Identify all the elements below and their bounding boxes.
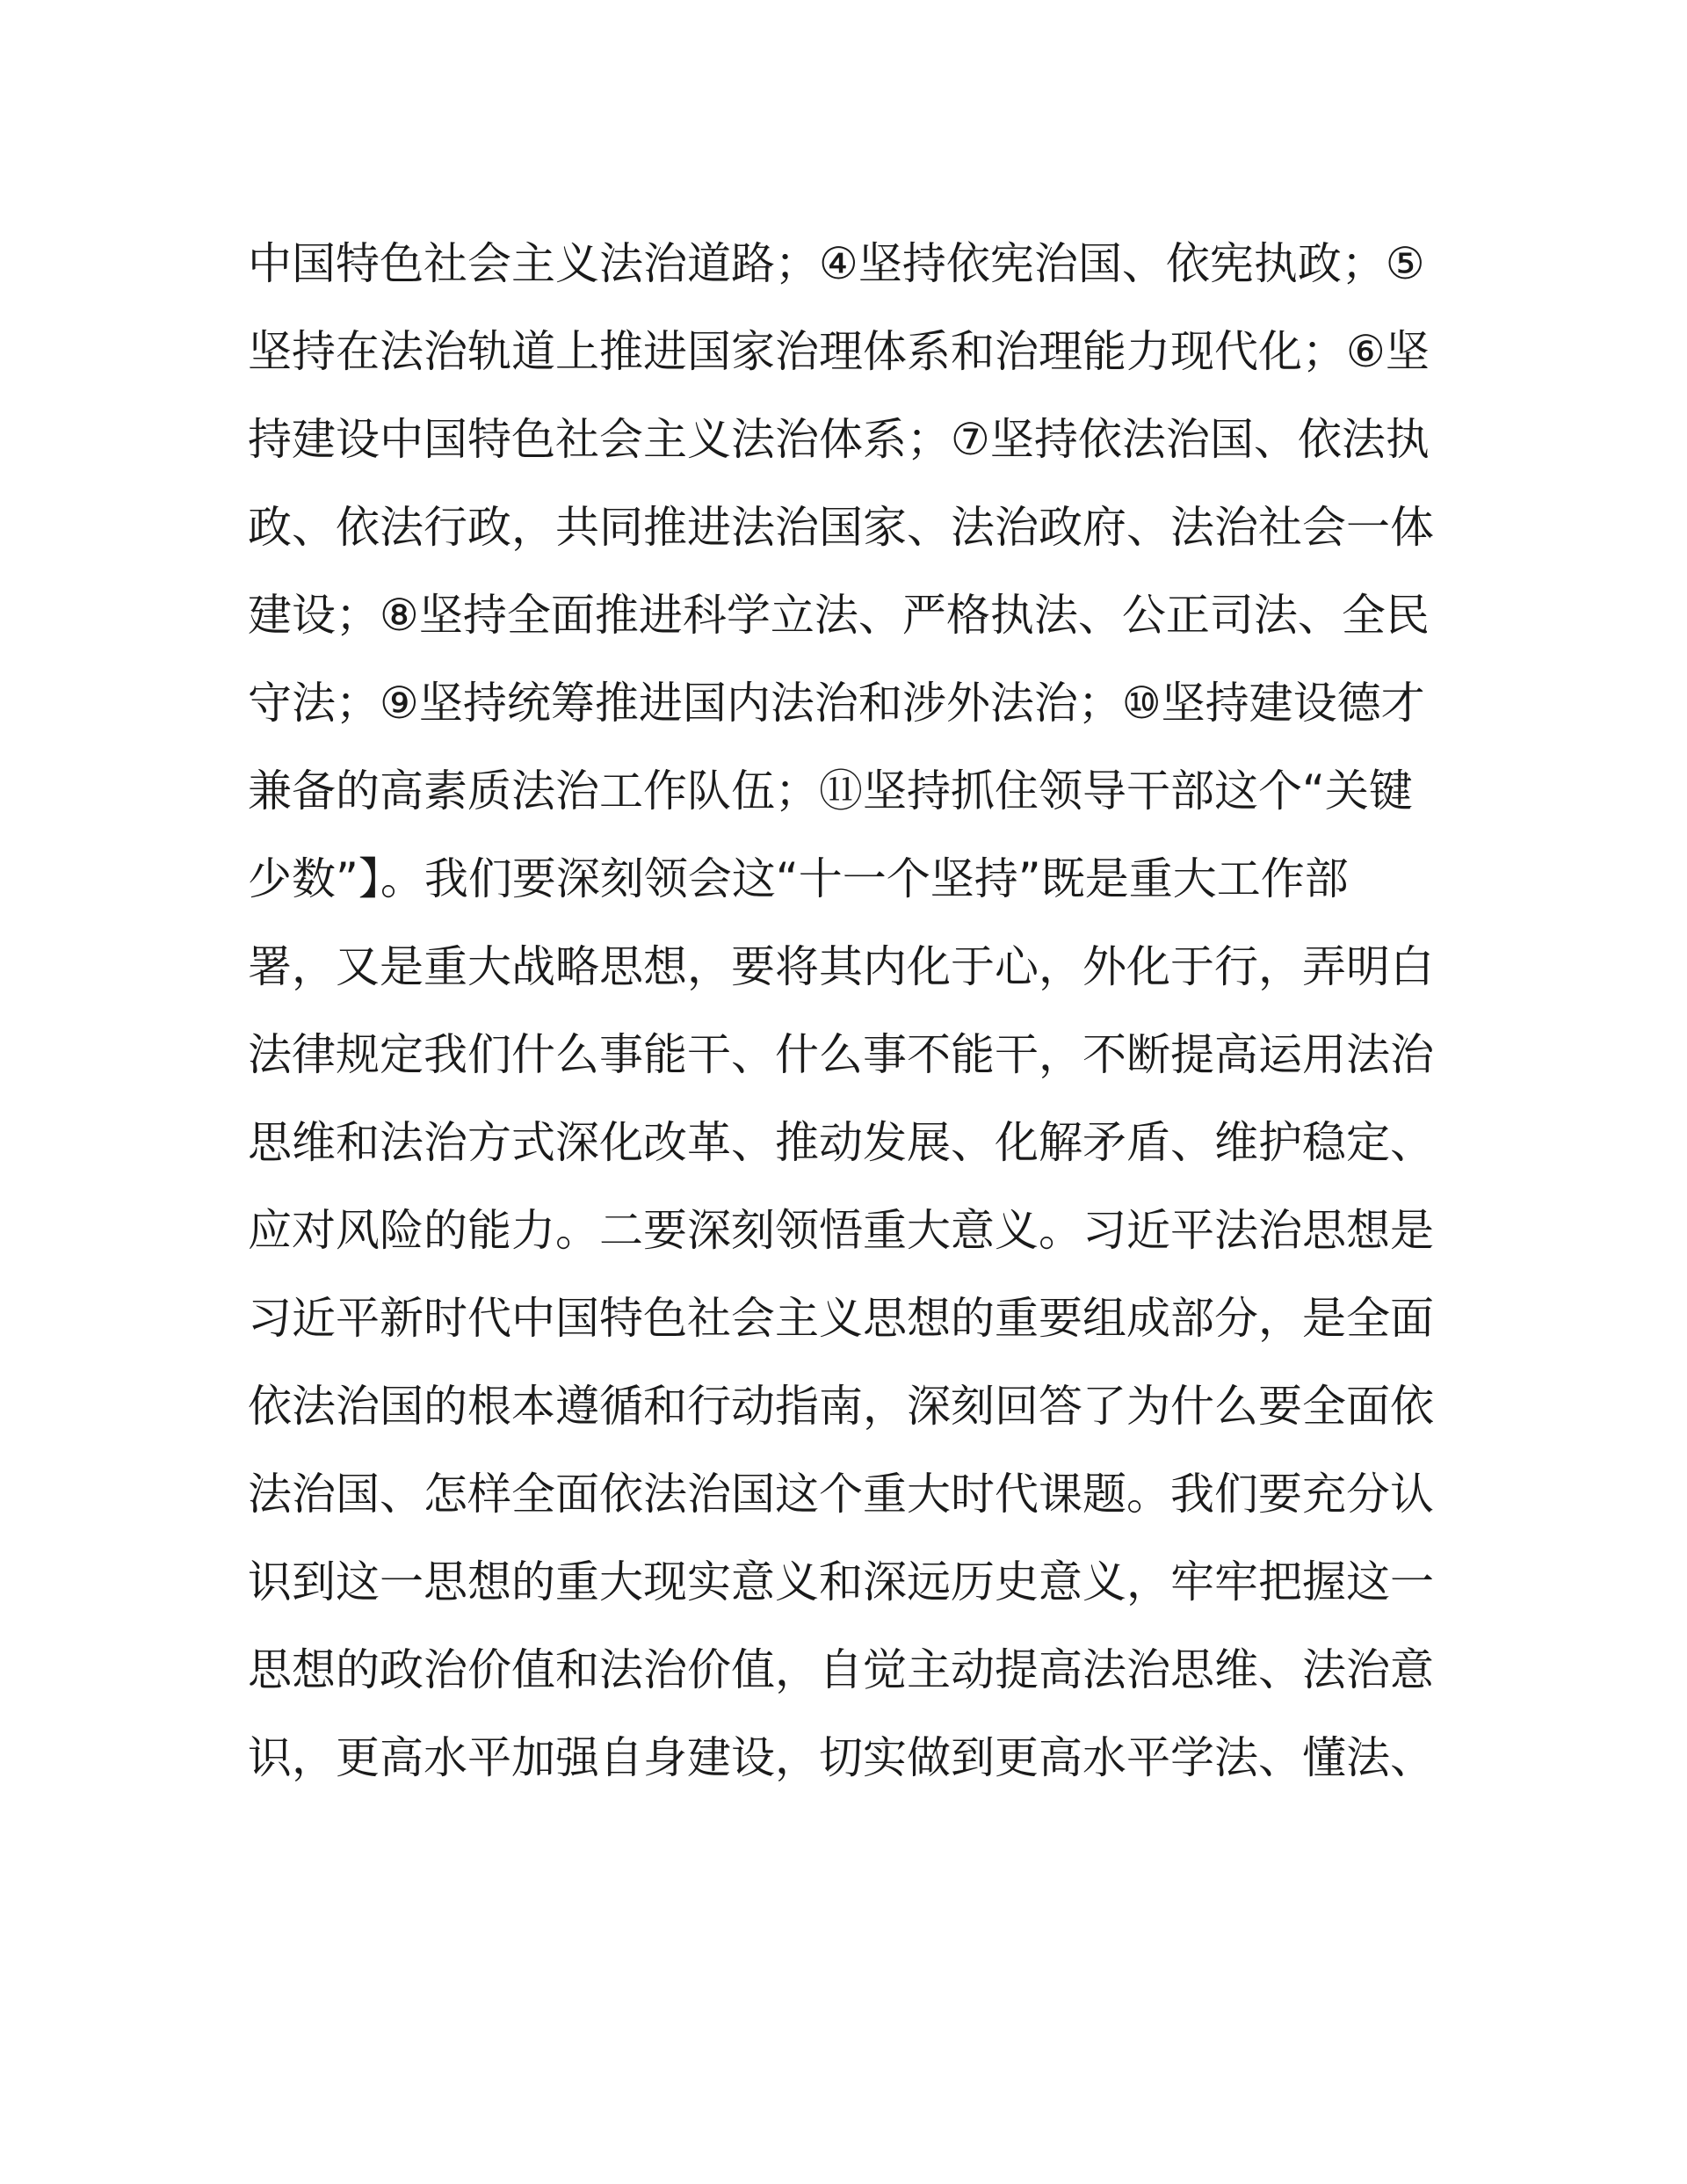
text-line: 习近平新时代中国特色社会主义思想的重要组成部分，是全面 bbox=[248, 1293, 1434, 1344]
text-line: 少数”】。我们要深刻领会这“十一个坚持”既是重大工作部 bbox=[248, 853, 1349, 904]
text-line: 守法；⑨坚持统筹推进国内法治和涉外法治；⑩坚持建设德才 bbox=[248, 678, 1425, 729]
body-text bbox=[248, 220, 1478, 1802]
text-line: 识，更高水平加强自身建设，切实做到更高水平学法、懂法、 bbox=[248, 1732, 1434, 1783]
text-line: 法律规定我们什么事能干、什么事不能干，不断提高运用法治 bbox=[248, 1029, 1434, 1080]
text-line: 持建设中国特色社会主义法治体系；⑦坚持依法治国、依法执 bbox=[248, 414, 1430, 465]
text-line: 坚持在法治轨道上推进国家治理体系和治理能力现代化；⑥坚 bbox=[248, 326, 1430, 377]
text-line: 法治国、怎样全面依法治国这个重大时代课题。我们要充分认 bbox=[248, 1469, 1434, 1520]
text-line: 署，又是重大战略思想，要将其内化于心，外化于行，弄明白 bbox=[248, 941, 1434, 992]
text-line: 政、依法行政，共同推进法治国家、法治政府、法治社会一体 bbox=[248, 502, 1434, 553]
text-line: 建设；⑧坚持全面推进科学立法、严格执法、公正司法、全民 bbox=[248, 590, 1430, 641]
text-line: 中国特色社会主义法治道路；④坚持依宪治国、依宪执政；⑤ bbox=[248, 238, 1425, 289]
text-line: 应对风险的能力。二要深刻领悟重大意义。习近平法治思想是 bbox=[248, 1205, 1434, 1256]
text-line: 依法治国的根本遵循和行动指南，深刻回答了为什么要全面依 bbox=[248, 1381, 1434, 1432]
text-line: 思想的政治价值和法治价值，自觉主动提高法治思维、法治意 bbox=[248, 1644, 1434, 1695]
text-line: 识到这一思想的重大现实意义和深远历史意义，牢牢把握这一 bbox=[248, 1556, 1434, 1607]
text-line: 思维和法治方式深化改革、推动发展、化解矛盾、维护稳定、 bbox=[248, 1117, 1434, 1168]
text-line: 兼备的高素质法治工作队伍；⑪坚持抓住领导干部这个“关键 bbox=[248, 765, 1413, 816]
